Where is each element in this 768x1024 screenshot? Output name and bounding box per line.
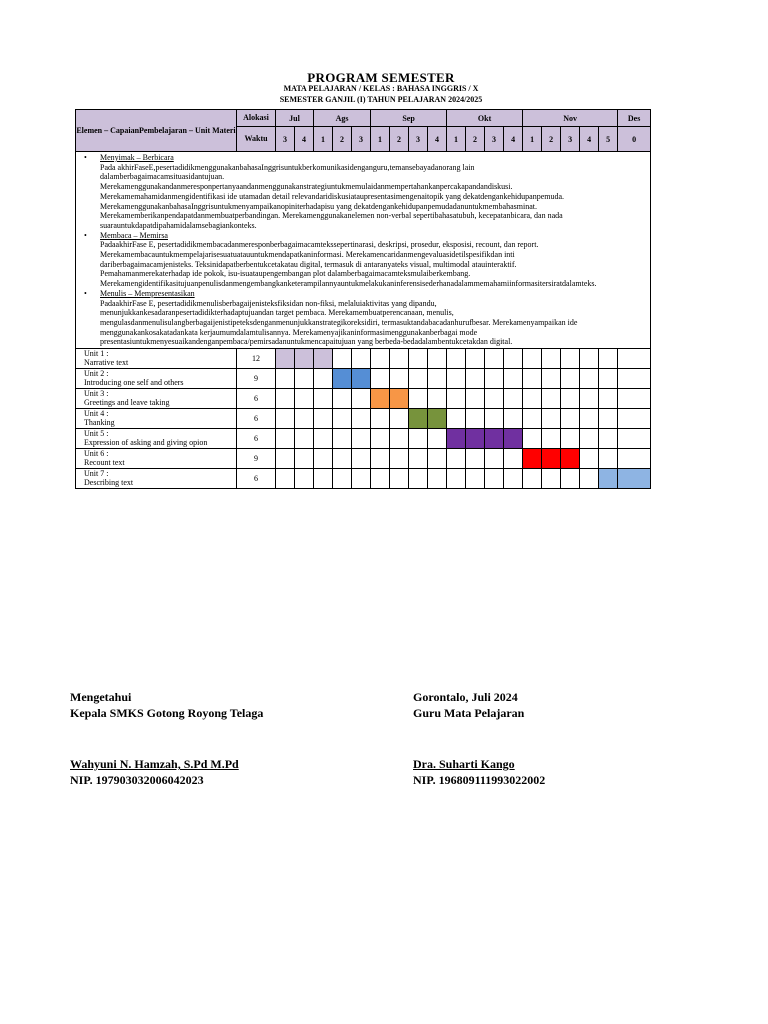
week-cell xyxy=(599,349,618,369)
week-cell xyxy=(314,429,333,449)
unit-cell xyxy=(76,409,237,429)
week-cell xyxy=(485,389,504,409)
week-cell xyxy=(390,449,409,469)
principal-title: Kepala SMKS Gotong Royong Telaga xyxy=(70,706,264,720)
week-cell xyxy=(314,369,333,389)
week-cell-scheduled xyxy=(599,469,618,489)
week-cell xyxy=(371,369,390,389)
week-cell xyxy=(599,369,618,389)
week-cell xyxy=(447,369,466,389)
alokasi-waktu-value: 9 xyxy=(237,449,276,469)
week-cell xyxy=(618,429,651,449)
capaian-line: menunjukkankesadaranpesertadidikterhadaptujuandan target pembaca. Merekamembuatperencanaan, menulis, xyxy=(100,308,454,318)
week-cell xyxy=(371,429,390,449)
week-cell xyxy=(447,449,466,469)
week-cell-scheduled xyxy=(333,369,352,389)
week-header: 3 xyxy=(485,127,504,152)
week-cell xyxy=(580,409,599,429)
week-cell xyxy=(580,469,599,489)
week-cell-scheduled xyxy=(295,349,314,369)
week-cell xyxy=(371,349,390,369)
week-cell xyxy=(561,469,580,489)
week-cell xyxy=(295,469,314,489)
week-cell xyxy=(428,369,447,389)
bullet-icon: • xyxy=(84,153,87,162)
unit-title: Narrative text xyxy=(84,358,129,368)
week-cell xyxy=(352,389,371,409)
week-header: 3 xyxy=(352,127,371,152)
week-cell xyxy=(485,349,504,369)
week-header: 2 xyxy=(542,127,561,152)
week-cell-scheduled xyxy=(485,429,504,449)
alokasi-waktu-value: 6 xyxy=(237,389,276,409)
unit-title: Thanking xyxy=(84,418,115,428)
week-cell-scheduled xyxy=(428,409,447,429)
week-cell xyxy=(504,469,523,489)
acknowledged-label: Mengetahui xyxy=(70,690,132,704)
unit-label: Unit 3 : xyxy=(84,389,109,399)
week-header: 4 xyxy=(580,127,599,152)
capaian-heading: Menyimak – Berbicara xyxy=(100,153,174,162)
week-cell-scheduled xyxy=(542,449,561,469)
week-cell xyxy=(276,469,295,489)
unit-cell xyxy=(76,429,237,449)
capaian-section xyxy=(82,231,646,289)
week-header: 3 xyxy=(409,127,428,152)
week-cell xyxy=(409,429,428,449)
week-cell-scheduled xyxy=(447,429,466,449)
week-cell xyxy=(276,429,295,449)
capaian-pembelajaran-cell xyxy=(76,152,651,349)
unit-cell xyxy=(76,469,237,489)
week-cell xyxy=(485,409,504,429)
week-header: 2 xyxy=(466,127,485,152)
alokasi-waktu-value: 6 xyxy=(237,409,276,429)
capaian-line: mengulasdanmenulisulangberbagaijenistipeteksdenganmenunjukkanstrategikoreksidiri, termasuktandabacadanhurufbesar. Merekamenyampaikan ide xyxy=(100,317,578,327)
week-cell xyxy=(504,369,523,389)
week-cell xyxy=(580,369,599,389)
week-cell xyxy=(504,449,523,469)
week-cell xyxy=(276,449,295,469)
week-cell xyxy=(428,469,447,489)
week-cell xyxy=(352,449,371,469)
week-cell xyxy=(276,409,295,429)
week-cell xyxy=(409,349,428,369)
capaian-heading: Menulis – Mempresentasikan xyxy=(100,288,195,298)
week-cell xyxy=(561,389,580,409)
capaian-line: MerekamenggunakanbahasaInggrisuntukmenyampaikanopiniterhadapisu yang dekatdengankehidupanpemudadanuntukmembahasminat. xyxy=(100,201,537,211)
unit-row xyxy=(76,449,651,469)
week-cell xyxy=(409,369,428,389)
subject-class-line: MATA PELAJARAN / KELAS : BAHASA INGGRIS / X xyxy=(283,84,479,93)
capaian-section xyxy=(82,289,646,347)
unit-cell xyxy=(76,369,237,389)
unit-label: Unit 6 : xyxy=(84,449,109,459)
capaian-line: Merekamemberikanpendapatdanmembuatperbandingan. Merekamenggunakanelemen non-verbal sepertibahasatubuh, kecepatanbicara, dan nada xyxy=(100,211,563,221)
signature-left-name-block xyxy=(70,756,239,788)
week-cell xyxy=(466,369,485,389)
week-cell xyxy=(447,409,466,429)
week-cell xyxy=(295,409,314,429)
capaian-line: Pada akhirFaseE,pesertadidikmenggunakanbahasaInggrisuntukberkomunikasidenganguru,temansebayadanorang lain xyxy=(100,162,475,172)
week-cell xyxy=(447,469,466,489)
week-cell xyxy=(409,469,428,489)
week-cell xyxy=(371,469,390,489)
month-header: Ags xyxy=(314,110,371,127)
capaian-line: suarauntukdapatdipahamidalamsebagiankonteks. xyxy=(100,220,257,230)
week-cell xyxy=(352,429,371,449)
week-cell-scheduled xyxy=(352,369,371,389)
capaian-line: PadaakhirFase E, pesertadidikmembacadanmeresponberbagaimacamtekssepertinarasi, deskripsi, prosedur, eksposisi, recount, dan report. xyxy=(100,240,539,250)
unit-row xyxy=(76,349,651,369)
week-cell xyxy=(314,449,333,469)
week-cell xyxy=(523,429,542,449)
week-cell-scheduled xyxy=(466,429,485,449)
week-cell xyxy=(618,349,651,369)
week-cell xyxy=(276,389,295,409)
teacher-name: Dra. Suharti Kango xyxy=(413,757,515,771)
week-cell xyxy=(542,429,561,449)
column-header-alokasi: Alokasi xyxy=(237,110,276,127)
week-cell xyxy=(580,449,599,469)
week-cell xyxy=(352,469,371,489)
week-cell xyxy=(466,389,485,409)
week-cell xyxy=(466,469,485,489)
place-date: Gorontalo, Juli 2024 xyxy=(413,690,518,704)
week-cell xyxy=(390,349,409,369)
week-cell xyxy=(504,349,523,369)
week-cell xyxy=(276,369,295,389)
alokasi-waktu-value: 9 xyxy=(237,369,276,389)
week-cell xyxy=(447,349,466,369)
column-header-elemen: Elemen – CapaianPembelajaran – Unit Materi xyxy=(76,110,237,152)
unit-cell xyxy=(76,449,237,469)
teacher-nip: NIP. 196809111993022002 xyxy=(413,773,546,787)
column-header-waktu: Waktu xyxy=(237,127,276,152)
week-header: 3 xyxy=(276,127,295,152)
week-cell xyxy=(428,349,447,369)
week-cell xyxy=(333,409,352,429)
week-cell xyxy=(618,449,651,469)
unit-row xyxy=(76,409,651,429)
week-cell xyxy=(523,409,542,429)
month-header: Des xyxy=(618,110,651,127)
week-cell xyxy=(295,389,314,409)
week-cell xyxy=(333,469,352,489)
week-cell xyxy=(561,409,580,429)
week-cell-scheduled xyxy=(504,429,523,449)
capaian-line: Merekamengidentifikasitujuanpenulisdanmengembangkanketerampilannyauntukmelakukaninferensisederhanadalammemahamiinformasitersiratdalamteks. xyxy=(100,279,597,289)
teacher-title: Guru Mata Pelajaran xyxy=(413,706,525,720)
alokasi-waktu-value: 6 xyxy=(237,429,276,449)
week-header: 4 xyxy=(504,127,523,152)
week-cell xyxy=(314,409,333,429)
week-cell xyxy=(580,429,599,449)
month-header: Nov xyxy=(523,110,618,127)
capaian-line: Pemahamanmerekaterhadap ide pokok, isu-isuataupengembangan plot dalamberbagaimacamteksmulaiberkembang. xyxy=(100,269,471,279)
capaian-line: dariberbagaimacamjenisteks. Teksinidapatberbentukcetakatau digital, termasuk di antaranyateks visual, multimodal atauinteraktif. xyxy=(100,259,517,269)
week-cell xyxy=(447,389,466,409)
week-cell xyxy=(542,409,561,429)
week-cell-scheduled xyxy=(409,409,428,429)
week-header: 4 xyxy=(295,127,314,152)
week-header: 3 xyxy=(561,127,580,152)
week-header: 2 xyxy=(333,127,352,152)
unit-row xyxy=(76,369,651,389)
principal-nip: NIP. 197903032006042023 xyxy=(70,773,204,787)
signature-right xyxy=(413,689,524,721)
week-cell xyxy=(409,389,428,409)
week-cell xyxy=(333,349,352,369)
week-header: 4 xyxy=(428,127,447,152)
alokasi-waktu-value: 6 xyxy=(237,469,276,489)
week-cell xyxy=(295,429,314,449)
week-cell xyxy=(542,469,561,489)
week-header: 1 xyxy=(447,127,466,152)
week-cell-scheduled xyxy=(390,389,409,409)
week-cell xyxy=(542,389,561,409)
week-cell xyxy=(504,389,523,409)
week-cell xyxy=(618,369,651,389)
week-cell xyxy=(466,449,485,469)
week-cell xyxy=(409,449,428,469)
week-cell xyxy=(390,469,409,489)
week-cell xyxy=(618,409,651,429)
principal-name: Wahyuni N. Hamzah, S.Pd M.Pd xyxy=(70,757,239,771)
week-cell xyxy=(428,449,447,469)
week-cell xyxy=(599,409,618,429)
alokasi-waktu-value: 12 xyxy=(237,349,276,369)
week-cell xyxy=(523,349,542,369)
unit-title: Expression of asking and giving opion xyxy=(84,438,208,448)
capaian-line: menggunakankosakatadankata kerjaumumdalamtulisannya. Merekamenyajikaninformasimenggunakanberbagai mode xyxy=(100,327,478,337)
week-cell xyxy=(295,449,314,469)
week-cell xyxy=(390,369,409,389)
week-cell xyxy=(523,369,542,389)
week-cell-scheduled xyxy=(618,469,651,489)
unit-title: Greetings and leave taking xyxy=(84,398,170,408)
unit-cell xyxy=(76,389,237,409)
month-header: Okt xyxy=(447,110,523,127)
week-cell xyxy=(485,449,504,469)
signature-right-name-block xyxy=(413,756,545,788)
week-header: 0 xyxy=(618,127,651,152)
bullet-icon: • xyxy=(84,230,87,240)
week-cell xyxy=(295,369,314,389)
week-cell xyxy=(523,389,542,409)
unit-label: Unit 1 : xyxy=(84,349,109,359)
week-cell-scheduled xyxy=(276,349,295,369)
week-cell xyxy=(333,449,352,469)
week-cell-scheduled xyxy=(314,349,333,369)
week-header: 1 xyxy=(523,127,542,152)
week-cell xyxy=(371,409,390,429)
week-cell xyxy=(333,389,352,409)
unit-label: Unit 4 : xyxy=(84,409,109,419)
week-header: 1 xyxy=(371,127,390,152)
week-cell xyxy=(466,409,485,429)
capaian-line: Merekamenggunakandanmeresponpertanyaandanmenggunakanstrategiuntukmemulaidanmempertahankanpercakapandandiskusi. xyxy=(100,182,513,192)
unit-cell xyxy=(76,349,237,369)
week-cell-scheduled xyxy=(371,389,390,409)
week-cell xyxy=(542,369,561,389)
unit-label: Unit 7 : xyxy=(84,469,109,479)
week-cell xyxy=(352,409,371,429)
month-header: Jul xyxy=(276,110,314,127)
week-cell xyxy=(580,389,599,409)
capaian-heading: Membaca – Memirsa xyxy=(100,230,168,240)
week-cell xyxy=(599,449,618,469)
unit-label: Unit 5 : xyxy=(84,429,109,439)
week-cell xyxy=(599,389,618,409)
unit-title: Describing text xyxy=(84,478,134,488)
week-cell-scheduled xyxy=(561,449,580,469)
week-cell xyxy=(371,449,390,469)
capaian-line: PadaakhirFase E, pesertadidikmenulisberbagaijenisteksfiksidan non-fiksi, melaluiaktivitas yang dipandu, xyxy=(100,298,437,308)
week-cell xyxy=(504,409,523,429)
semester-year-line: SEMESTER GANJIL (I) TAHUN PELAJARAN 2024/2025 xyxy=(279,95,483,104)
week-cell xyxy=(390,409,409,429)
week-cell xyxy=(561,429,580,449)
week-cell xyxy=(561,369,580,389)
document-title: PROGRAM SEMESTER xyxy=(307,70,455,85)
program-semester-table xyxy=(75,109,651,489)
week-cell xyxy=(523,469,542,489)
week-cell xyxy=(390,429,409,449)
unit-title: Introducing one self and others xyxy=(84,378,184,388)
unit-label: Unit 2 : xyxy=(84,369,109,379)
week-cell xyxy=(485,469,504,489)
unit-row xyxy=(76,389,651,409)
week-cell xyxy=(428,429,447,449)
week-cell xyxy=(580,349,599,369)
week-header: 5 xyxy=(599,127,618,152)
week-cell xyxy=(485,369,504,389)
capaian-line: presentasiuntukmenyesuaikandenganpembaca/pemirsadanuntukmencapaitujuan yang berbeda-bedadalambentukcetakdan digital. xyxy=(100,337,513,347)
week-header: 1 xyxy=(314,127,333,152)
unit-row xyxy=(76,429,651,449)
capaian-line: dalamberbagaimacamsituasidantujuan. xyxy=(100,172,225,182)
week-cell xyxy=(428,389,447,409)
week-cell xyxy=(466,349,485,369)
week-cell xyxy=(542,349,561,369)
month-header: Sep xyxy=(371,110,447,127)
unit-title: Recount text xyxy=(84,458,125,468)
week-cell xyxy=(314,389,333,409)
week-cell xyxy=(561,349,580,369)
capaian-line: Merekamembacauntukmempelajarisesuatuatauuntukmendapatkaninformasi. Merekamencaridanmengevaluasidetilspesifikdan inti xyxy=(100,250,515,260)
week-cell xyxy=(618,389,651,409)
capaian-section xyxy=(82,153,646,231)
bullet-icon: • xyxy=(84,288,87,298)
week-cell-scheduled xyxy=(523,449,542,469)
signature-left xyxy=(70,689,263,721)
week-cell xyxy=(352,349,371,369)
week-cell xyxy=(599,429,618,449)
week-cell xyxy=(314,469,333,489)
week-cell xyxy=(333,429,352,449)
capaian-line: Merekamemahamidanmengidentifikasi ide utamadan detail relevandaridiskusiataupresentasimengenaitopik yang dekatdengankehidupanpemuda. xyxy=(100,191,565,201)
week-header: 2 xyxy=(390,127,409,152)
unit-row xyxy=(76,469,651,489)
